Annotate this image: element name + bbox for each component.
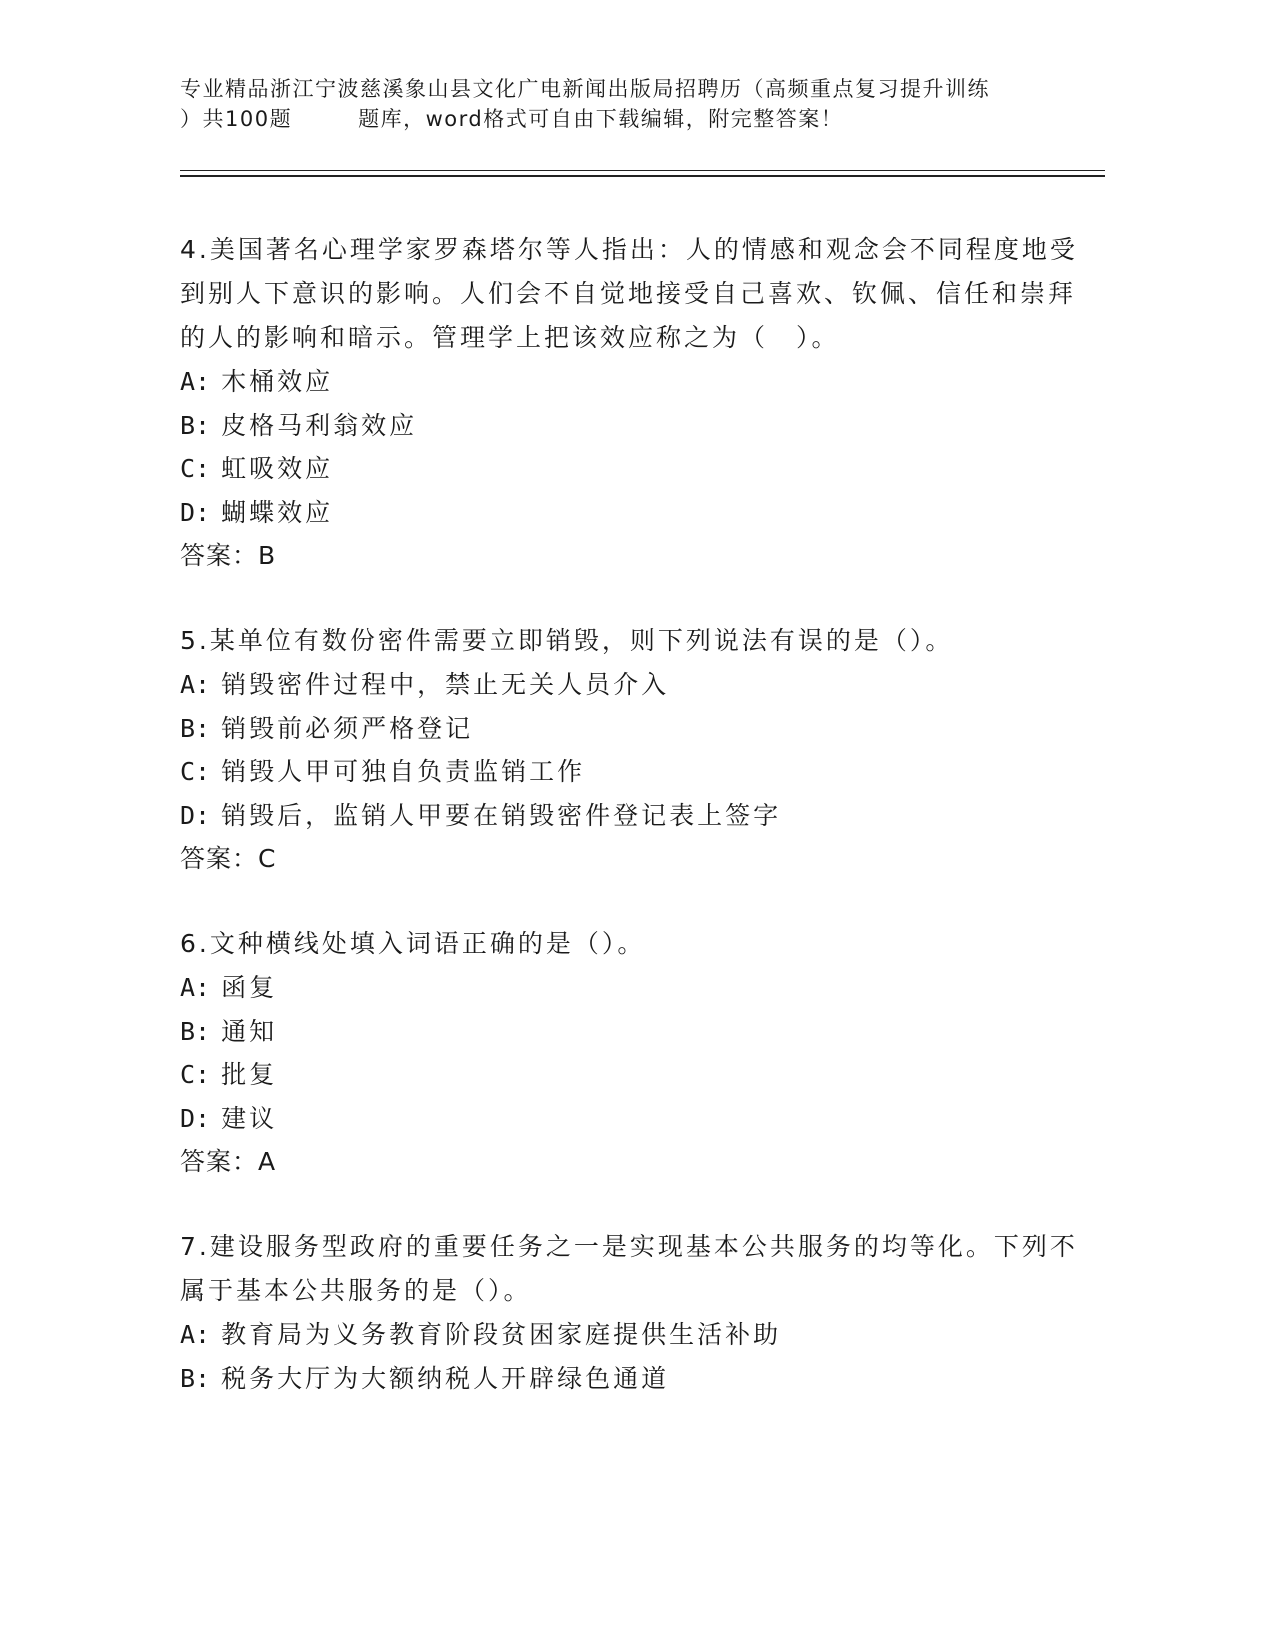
- option-key: B:: [180, 713, 211, 743]
- option-text: 批复: [221, 1060, 278, 1089]
- option-key: D:: [180, 497, 211, 527]
- option-text: 建议: [221, 1103, 278, 1133]
- option-a: [180, 1313, 1080, 1357]
- option-key: A:: [180, 670, 211, 699]
- option-b: [180, 404, 1080, 448]
- option-key: B:: [180, 1363, 211, 1393]
- header-divider-thin: [180, 170, 1105, 171]
- option-d: [180, 1097, 1080, 1141]
- question-6: [180, 922, 1080, 1184]
- question-7: [180, 1225, 1080, 1400]
- option-text: 蝴蝶效应: [221, 497, 334, 527]
- option-key: A:: [180, 1320, 211, 1349]
- option-text: 函复: [221, 973, 278, 1002]
- option-a: [180, 966, 1080, 1010]
- option-text: 销毁密件过程中，禁止无关人员介入: [221, 670, 670, 699]
- answer-line: 答案：B: [180, 541, 277, 570]
- option-key: C:: [180, 454, 211, 483]
- question-stem: 4.美国著名心理学家罗森塔尔等人指出：人的情感和观念会不同程度地受到别人下意识的影响。人们会不自觉地接受自己喜欢、钦佩、信任和崇拜的人的影响和暗示。管理学上把该效应称之为（ ）。: [180, 235, 1078, 352]
- option-text: 销毁前必须严格登记: [221, 713, 474, 743]
- document-header: [180, 74, 1080, 134]
- option-key: A:: [180, 367, 211, 396]
- option-key: B:: [180, 410, 211, 440]
- option-d: [180, 491, 1080, 535]
- option-text: 税务大厅为大额纳税人开辟绿色通道: [221, 1363, 670, 1393]
- question-stem: 6.文种横线处填入词语正确的是（）。: [180, 929, 646, 958]
- option-c: [180, 447, 1080, 491]
- answer-line: 答案：A: [180, 1147, 277, 1176]
- option-b: [180, 1010, 1080, 1054]
- option-text: 虹吸效应: [221, 454, 334, 483]
- question-4: [180, 228, 1080, 578]
- option-a: [180, 360, 1080, 404]
- option-key: D:: [180, 800, 211, 830]
- header-title-line1: 专业精品浙江宁波慈溪象山县文化广电新闻出版局招聘历（高频重点复习提升训练: [180, 77, 990, 101]
- header-title-line2: [180, 104, 1080, 134]
- option-text: 销毁后，监销人甲要在销毁密件登记表上签字: [221, 800, 782, 830]
- option-a: [180, 663, 1080, 707]
- header-question-count: ）共100题: [180, 107, 293, 131]
- answer-line: 答案：C: [180, 844, 277, 873]
- option-d: [180, 794, 1080, 838]
- option-key: A:: [180, 973, 211, 1002]
- option-b: [180, 1357, 1080, 1401]
- option-key: D:: [180, 1103, 211, 1133]
- option-text: 销毁人甲可独自负责监销工作: [221, 757, 586, 786]
- option-c: [180, 1053, 1080, 1097]
- option-key: C:: [180, 757, 211, 786]
- header-subtitle: 题库，word格式可自由下载编辑，附完整答案！: [358, 107, 844, 131]
- option-text: 教育局为义务教育阶段贫困家庭提供生活补助: [221, 1320, 782, 1349]
- option-key: B:: [180, 1016, 211, 1046]
- question-5: [180, 619, 1080, 881]
- header-divider-thick: [180, 175, 1105, 177]
- option-key: C:: [180, 1060, 211, 1089]
- option-b: [180, 707, 1080, 751]
- option-text: 木桶效应: [221, 367, 334, 396]
- question-list: [180, 228, 1080, 1441]
- option-text: 皮格马利翁效应: [221, 410, 418, 440]
- question-stem: 5.某单位有数份密件需要立即销毁，则下列说法有误的是（）。: [180, 626, 954, 655]
- question-stem: 7.建设服务型政府的重要任务之一是实现基本公共服务的均等化。下列不属于基本公共服务的是（）。: [180, 1232, 1078, 1305]
- option-text: 通知: [221, 1016, 278, 1046]
- option-c: [180, 750, 1080, 794]
